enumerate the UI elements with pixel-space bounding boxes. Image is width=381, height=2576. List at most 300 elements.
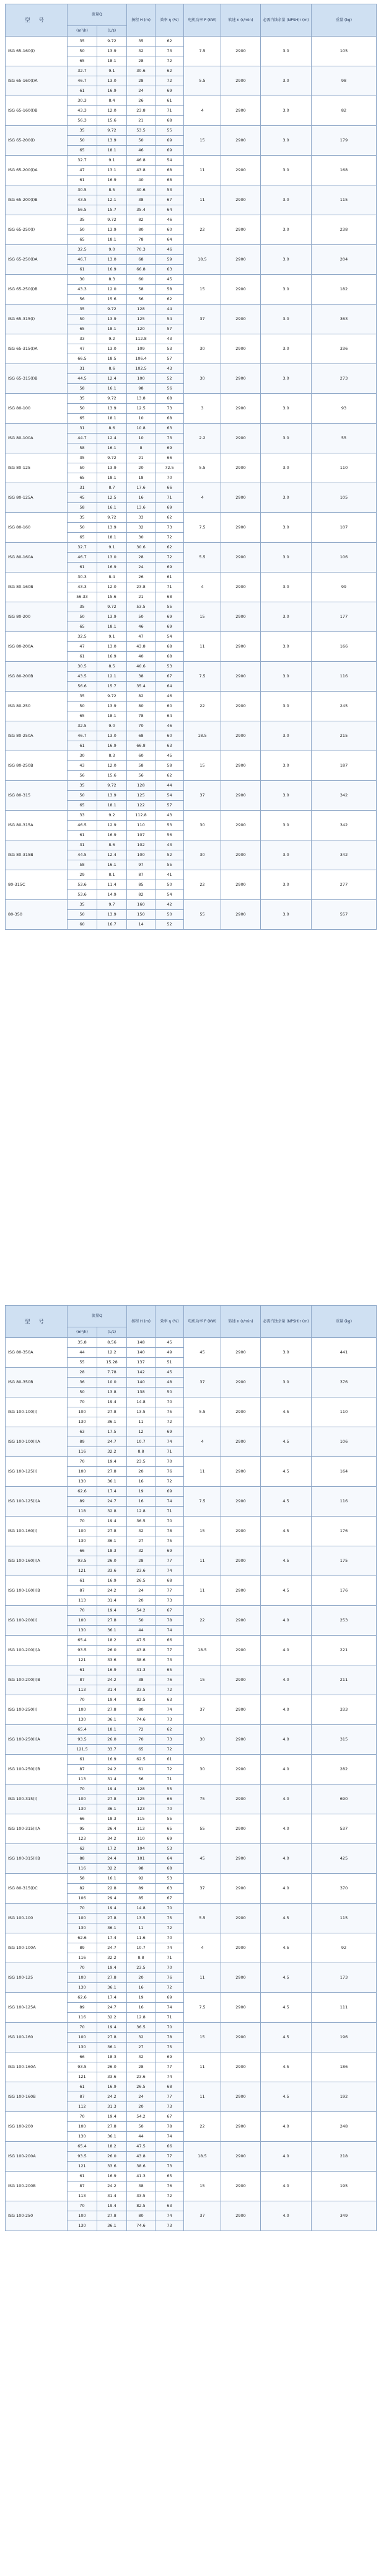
efficiency-cell: 64 <box>155 682 184 692</box>
weight-cell: 99 <box>312 573 377 602</box>
efficiency-cell: 76 <box>155 1467 184 1477</box>
model-cell: ISG 65-250(I)B <box>6 275 68 305</box>
efficiency-cell: 71 <box>155 1953 184 1963</box>
efficiency-cell: 77 <box>155 1556 184 1566</box>
efficiency-cell: 55 <box>155 860 184 870</box>
model-cell: ISG 100-160(I) <box>6 1517 68 1546</box>
model-cell: ISG 100-160(I)A <box>6 1546 68 1576</box>
head-cell: 28 <box>127 56 155 66</box>
flow-ls-cell: 18.3 <box>97 2052 127 2062</box>
head-cell: 80 <box>127 702 155 711</box>
flow-m3h-cell: 89 <box>68 2003 97 2013</box>
flow-m3h-cell: 70 <box>68 1517 97 1526</box>
head-cell: 107 <box>127 831 155 840</box>
efficiency-cell: 54 <box>155 890 184 900</box>
table-row <box>6 96 377 106</box>
head-cell: 40.6 <box>127 662 155 672</box>
flow-ls-cell: 33.6 <box>97 2162 127 2172</box>
model-cell: 80-315C <box>6 870 68 900</box>
head-cell: 101 <box>127 1854 155 1864</box>
power-cell: 11 <box>184 2052 221 2082</box>
flow-ls-cell: 18.1 <box>97 414 127 424</box>
head-cell: 56 <box>127 771 155 781</box>
flow-ls-cell: 18.1 <box>97 1725 127 1735</box>
table-2-header <box>6 1306 377 1338</box>
flow-m3h-cell: 93.5 <box>68 2152 97 2162</box>
header-model: 型 号 <box>6 4 68 37</box>
table-row <box>6 632 377 642</box>
flow-m3h-cell: 46.5 <box>68 821 97 831</box>
flow-ls-cell: 36.1 <box>97 2132 127 2142</box>
flow-m3h-cell: 93.5 <box>68 2062 97 2072</box>
efficiency-cell: 55 <box>155 1814 184 1824</box>
head-cell: 60 <box>127 275 155 285</box>
efficiency-cell: 46 <box>155 721 184 731</box>
flow-ls-cell: 24.2 <box>97 2182 127 2191</box>
flow-m3h-cell: 65 <box>68 473 97 483</box>
flow-ls-cell: 13.0 <box>97 255 127 265</box>
flow-m3h-cell: 47 <box>68 642 97 652</box>
head-cell: 32 <box>127 1546 155 1556</box>
header-flow-unit-m3h: (m³/h) <box>68 26 97 37</box>
head-cell: 50 <box>127 1616 155 1626</box>
flow-ls-cell: 10.0 <box>97 1378 127 1388</box>
efficiency-cell: 74 <box>155 1626 184 1636</box>
table-row <box>6 2112 377 2122</box>
weight-cell: 92 <box>312 1933 377 1963</box>
head-cell: 66.8 <box>127 265 155 275</box>
flow-m3h-cell: 47 <box>68 166 97 176</box>
head-cell: 122 <box>127 801 155 811</box>
flow-ls-cell: 19.4 <box>97 1517 127 1526</box>
flow-m3h-cell: 65 <box>68 146 97 156</box>
table-row <box>6 2172 377 2182</box>
flow-m3h-cell: 113 <box>68 1775 97 1785</box>
table-row <box>6 334 377 344</box>
head-cell: 113 <box>127 1824 155 1834</box>
speed-cell: 2900 <box>221 245 261 275</box>
power-cell: 5.5 <box>184 1904 221 1933</box>
flow-ls-cell: 18.2 <box>97 1636 127 1646</box>
speed-cell: 2900 <box>221 1785 261 1814</box>
table-row <box>6 1725 377 1735</box>
npsh-cell: 4.0 <box>261 1636 312 1665</box>
flow-m3h-cell: 35 <box>68 305 97 314</box>
npsh-cell: 3.0 <box>261 245 312 275</box>
model-cell: ISG 80-100 <box>6 394 68 424</box>
table-row <box>6 37 377 47</box>
efficiency-cell: 72 <box>155 1745 184 1755</box>
table-row <box>6 1963 377 1973</box>
efficiency-cell: 64 <box>155 235 184 245</box>
table-row <box>6 870 377 880</box>
flow-m3h-cell: 121 <box>68 1656 97 1665</box>
npsh-cell: 3.0 <box>261 870 312 900</box>
flow-ls-cell: 19.4 <box>97 1904 127 1914</box>
flow-ls-cell: 15.7 <box>97 682 127 692</box>
flow-ls-cell: 32.2 <box>97 2013 127 2023</box>
header-weight: 重量 (kg) <box>312 4 377 37</box>
head-cell: 112.8 <box>127 334 155 344</box>
flow-m3h-cell: 70 <box>68 1695 97 1705</box>
flow-ls-cell: 13.9 <box>97 225 127 235</box>
header-flow: 流量Q <box>68 1306 127 1327</box>
flow-ls-cell: 9.72 <box>97 781 127 791</box>
efficiency-cell: 69 <box>155 2052 184 2062</box>
efficiency-cell: 62 <box>155 66 184 76</box>
flow-ls-cell: 16.9 <box>97 2172 127 2182</box>
flow-ls-cell: 24.2 <box>97 1765 127 1775</box>
flow-m3h-cell: 130 <box>68 1983 97 1993</box>
head-cell: 50 <box>127 136 155 146</box>
table-row <box>6 2201 377 2211</box>
power-cell: 15 <box>184 2023 221 2052</box>
flow-m3h-cell: 116 <box>68 1953 97 1963</box>
model-cell: ISG 65-315(I)A <box>6 334 68 364</box>
efficiency-cell: 53 <box>155 1874 184 1884</box>
head-cell: 16 <box>127 1497 155 1507</box>
efficiency-cell: 64 <box>155 1854 184 1864</box>
efficiency-cell: 61 <box>155 573 184 582</box>
model-cell: ISG 100-100(I)A <box>6 1427 68 1457</box>
efficiency-cell: 53 <box>155 662 184 672</box>
npsh-cell: 4.5 <box>261 2023 312 2052</box>
flow-m3h-cell: 32.5 <box>68 245 97 255</box>
header-power: 电机功率 P (KW) <box>184 4 221 37</box>
head-cell: 92 <box>127 1874 155 1884</box>
efficiency-cell: 68 <box>155 414 184 424</box>
flow-m3h-cell: 82 <box>68 1884 97 1894</box>
speed-cell: 2900 <box>221 185 261 215</box>
npsh-cell: 4.5 <box>261 1993 312 2023</box>
npsh-cell: 3.0 <box>261 900 312 930</box>
power-cell: 11 <box>184 156 221 185</box>
flow-ls-cell: 26.0 <box>97 1646 127 1656</box>
efficiency-cell: 43 <box>155 811 184 821</box>
head-cell: 106.4 <box>127 354 155 364</box>
speed-cell: 2900 <box>221 692 261 721</box>
flow-m3h-cell: 116 <box>68 1447 97 1457</box>
flow-ls-cell: 27.8 <box>97 1973 127 1983</box>
speed-cell: 2900 <box>221 1487 261 1517</box>
head-cell: 24 <box>127 1586 155 1596</box>
efficiency-cell: 73 <box>155 404 184 414</box>
flow-ls-cell: 9.72 <box>97 305 127 314</box>
weight-cell: 106 <box>312 1427 377 1457</box>
table-row <box>6 453 377 463</box>
table-2-body <box>6 1338 377 2231</box>
head-cell: 148 <box>127 1338 155 1348</box>
flow-ls-cell: 36.1 <box>97 2043 127 2052</box>
speed-cell: 2900 <box>221 900 261 930</box>
head-cell: 33.5 <box>127 2191 155 2201</box>
flow-ls-cell: 24.2 <box>97 1675 127 1685</box>
flow-ls-cell: 15.6 <box>97 116 127 126</box>
head-cell: 33.5 <box>127 1685 155 1695</box>
flow-ls-cell: 9.72 <box>97 453 127 463</box>
flow-ls-cell: 9.0 <box>97 245 127 255</box>
flow-ls-cell: 9.2 <box>97 334 127 344</box>
power-cell: 22 <box>184 215 221 245</box>
flow-m3h-cell: 70 <box>68 1785 97 1794</box>
flow-m3h-cell: 62.6 <box>68 1487 97 1497</box>
weight-cell: 196 <box>312 2023 377 2052</box>
model-cell: ISG 80-250A <box>6 721 68 751</box>
header-npsh: 必需汽蚀余量 (NPSH)r (m) <box>261 1306 312 1338</box>
head-cell: 19 <box>127 1487 155 1497</box>
table-row <box>6 751 377 761</box>
flow-ls-cell: 27.8 <box>97 1407 127 1417</box>
flow-m3h-cell: 100 <box>68 1467 97 1477</box>
efficiency-cell: 71 <box>155 2013 184 2023</box>
power-cell: 37 <box>184 781 221 811</box>
flow-ls-cell: 24.7 <box>97 1943 127 1953</box>
flow-m3h-cell: 61 <box>68 652 97 662</box>
efficiency-cell: 64 <box>155 711 184 721</box>
head-cell: 50 <box>127 612 155 622</box>
weight-cell: 106 <box>312 543 377 573</box>
npsh-cell: 3.0 <box>261 543 312 573</box>
flow-m3h-cell: 87 <box>68 1675 97 1685</box>
efficiency-cell: 60 <box>155 731 184 741</box>
weight-cell: 116 <box>312 1487 377 1517</box>
table-row <box>6 394 377 404</box>
flow-ls-cell: 15.6 <box>97 771 127 781</box>
head-cell: 33 <box>127 513 155 523</box>
model-cell: ISG 100-315(I)A <box>6 1814 68 1844</box>
header-npsh: 必需汽蚀余量 (NPSH)r (m) <box>261 4 312 37</box>
head-cell: 54.2 <box>127 1606 155 1616</box>
flow-m3h-cell: 100 <box>68 1794 97 1804</box>
flow-m3h-cell: 65.4 <box>68 1636 97 1646</box>
flow-ls-cell: 18.3 <box>97 1814 127 1824</box>
weight-cell: 187 <box>312 751 377 781</box>
weight-cell: 116 <box>312 662 377 692</box>
weight-cell: 221 <box>312 1636 377 1665</box>
power-cell: 11 <box>184 185 221 215</box>
flow-ls-cell: 16.1 <box>97 860 127 870</box>
flow-ls-cell: 14.9 <box>97 890 127 900</box>
weight-cell: 315 <box>312 1725 377 1755</box>
head-cell: 70 <box>127 721 155 731</box>
efficiency-cell: 68 <box>155 394 184 404</box>
head-cell: 16 <box>127 1983 155 1993</box>
speed-cell: 2900 <box>221 1546 261 1576</box>
table-row <box>6 215 377 225</box>
flow-m3h-cell: 121.5 <box>68 1745 97 1755</box>
flow-ls-cell: 16.9 <box>97 265 127 275</box>
flow-m3h-cell: 28 <box>68 1368 97 1378</box>
table-row <box>6 1457 377 1467</box>
efficiency-cell: 78 <box>155 2033 184 2043</box>
flow-ls-cell: 16.9 <box>97 86 127 96</box>
model-cell: ISG 80-160A <box>6 543 68 573</box>
flow-m3h-cell: 35 <box>68 513 97 523</box>
model-cell: ISG 100-200B <box>6 2172 68 2201</box>
power-cell: 18.5 <box>184 1636 221 1665</box>
weight-cell: 204 <box>312 245 377 275</box>
npsh-cell: 4.5 <box>261 1457 312 1487</box>
model-cell: ISG 80-250B <box>6 751 68 781</box>
header-power: 电机功率 P (KW) <box>184 1306 221 1338</box>
weight-cell: 441 <box>312 1338 377 1368</box>
flow-m3h-cell: 130 <box>68 2132 97 2142</box>
efficiency-cell: 69 <box>155 86 184 96</box>
flow-m3h-cell: 50 <box>68 136 97 146</box>
flow-m3h-cell: 35 <box>68 781 97 791</box>
flow-ls-cell: 12.0 <box>97 285 127 295</box>
efficiency-cell: 70 <box>155 1904 184 1914</box>
flow-m3h-cell: 50 <box>68 612 97 622</box>
speed-cell: 2900 <box>221 543 261 573</box>
npsh-cell: 4.5 <box>261 1427 312 1457</box>
head-cell: 26 <box>127 96 155 106</box>
efficiency-cell: 69 <box>155 1427 184 1437</box>
power-cell: 4 <box>184 1427 221 1457</box>
flow-m3h-cell: 31 <box>68 364 97 374</box>
head-cell: 23.6 <box>127 1566 155 1576</box>
weight-cell: 277 <box>312 870 377 900</box>
npsh-cell: 3.0 <box>261 781 312 811</box>
efficiency-cell: 62 <box>155 37 184 47</box>
efficiency-cell: 72 <box>155 76 184 86</box>
weight-cell: 168 <box>312 156 377 185</box>
head-cell: 65 <box>127 1745 155 1755</box>
head-cell: 150 <box>127 910 155 920</box>
flow-ls-cell: 8.3 <box>97 751 127 761</box>
flow-ls-cell: 16.9 <box>97 831 127 840</box>
power-cell: 37 <box>184 1368 221 1397</box>
flow-m3h-cell: 62.6 <box>68 1993 97 2003</box>
efficiency-cell: 72 <box>155 553 184 563</box>
efficiency-cell: 71 <box>155 582 184 592</box>
flow-m3h-cell: 61 <box>68 2082 97 2092</box>
flow-m3h-cell: 43.5 <box>68 195 97 205</box>
efficiency-cell: 73 <box>155 1596 184 1606</box>
efficiency-cell: 71 <box>155 493 184 503</box>
flow-ls-cell: 18.2 <box>97 2142 127 2152</box>
flow-m3h-cell: 70 <box>68 1457 97 1467</box>
efficiency-cell: 69 <box>155 1487 184 1497</box>
speed-cell: 2900 <box>221 126 261 156</box>
model-cell: ISG 65-250(I)A <box>6 245 68 275</box>
power-cell: 45 <box>184 1338 221 1368</box>
efficiency-cell: 70 <box>155 1933 184 1943</box>
flow-m3h-cell: 50 <box>68 47 97 56</box>
flow-m3h-cell: 130 <box>68 2221 97 2231</box>
flow-m3h-cell: 61 <box>68 1755 97 1765</box>
power-cell: 7.5 <box>184 513 221 543</box>
speed-cell: 2900 <box>221 275 261 305</box>
flow-ls-cell: 8.6 <box>97 424 127 434</box>
efficiency-cell: 75 <box>155 2043 184 2052</box>
head-cell: 13.6 <box>127 503 155 513</box>
table-row <box>6 126 377 136</box>
flow-m3h-cell: 31 <box>68 483 97 493</box>
efficiency-cell: 54 <box>155 156 184 166</box>
speed-cell: 2900 <box>221 394 261 424</box>
flow-m3h-cell: 123 <box>68 1834 97 1844</box>
weight-cell: 253 <box>312 1606 377 1636</box>
efficiency-cell: 53 <box>155 1844 184 1854</box>
flow-ls-cell: 16.1 <box>97 384 127 394</box>
flow-m3h-cell: 121 <box>68 2072 97 2082</box>
flow-ls-cell: 12.4 <box>97 850 127 860</box>
npsh-cell: 4.0 <box>261 1785 312 1814</box>
speed-cell: 2900 <box>221 1755 261 1785</box>
head-cell: 74.6 <box>127 2221 155 2231</box>
flow-m3h-cell: 50 <box>68 314 97 324</box>
head-cell: 46 <box>127 622 155 632</box>
flow-ls-cell: 13.9 <box>97 612 127 622</box>
efficiency-cell: 44 <box>155 781 184 791</box>
efficiency-cell: 50 <box>155 880 184 890</box>
efficiency-cell: 72 <box>155 1685 184 1695</box>
flow-m3h-cell: 36 <box>68 1378 97 1388</box>
model-cell: ISG 100-125 <box>6 1963 68 1993</box>
flow-m3h-cell: 130 <box>68 1626 97 1636</box>
npsh-cell: 3.0 <box>261 334 312 364</box>
model-cell: ISG 100-160 <box>6 2023 68 2052</box>
table-row <box>6 2142 377 2152</box>
efficiency-cell: 63 <box>155 265 184 275</box>
npsh-cell: 4.0 <box>261 1695 312 1725</box>
flow-m3h-cell: 87 <box>68 1765 97 1775</box>
flow-ls-cell: 12.4 <box>97 434 127 443</box>
efficiency-cell: 58 <box>155 285 184 295</box>
flow-m3h-cell: 65.4 <box>68 2142 97 2152</box>
header-head: 扬程 H (m) <box>127 1306 155 1338</box>
flow-ls-cell: 26.0 <box>97 2062 127 2072</box>
weight-cell: 93 <box>312 394 377 424</box>
efficiency-cell: 72 <box>155 1983 184 1993</box>
flow-m3h-cell: 43.3 <box>68 582 97 592</box>
flow-ls-cell: 27.8 <box>97 2211 127 2221</box>
flow-ls-cell: 12.9 <box>97 821 127 831</box>
weight-cell: 115 <box>312 1904 377 1933</box>
head-cell: 10 <box>127 434 155 443</box>
head-cell: 53.5 <box>127 602 155 612</box>
efficiency-cell: 63 <box>155 424 184 434</box>
efficiency-cell: 68 <box>155 2082 184 2092</box>
speed-cell: 2900 <box>221 1874 261 1904</box>
flow-m3h-cell: 70 <box>68 1963 97 1973</box>
flow-m3h-cell: 93.5 <box>68 1735 97 1745</box>
table-row <box>6 543 377 553</box>
head-cell: 62.5 <box>127 1755 155 1765</box>
npsh-cell: 4.5 <box>261 1546 312 1576</box>
flow-m3h-cell: 46.7 <box>68 553 97 563</box>
flow-m3h-cell: 89 <box>68 1497 97 1507</box>
efficiency-cell: 72 <box>155 1477 184 1487</box>
table-row <box>6 1487 377 1497</box>
flow-ls-cell: 9.1 <box>97 632 127 642</box>
efficiency-cell: 74 <box>155 2211 184 2221</box>
flow-ls-cell: 34.2 <box>97 1834 127 1844</box>
flow-m3h-cell: 56.33 <box>68 592 97 602</box>
flow-m3h-cell: 56 <box>68 295 97 305</box>
weight-cell: 245 <box>312 692 377 721</box>
efficiency-cell: 53 <box>155 344 184 354</box>
power-cell: 22 <box>184 2112 221 2142</box>
flow-ls-cell: 36.1 <box>97 1804 127 1814</box>
flow-ls-cell: 32.2 <box>97 1447 127 1457</box>
speed-cell: 2900 <box>221 66 261 96</box>
head-cell: 30 <box>127 533 155 543</box>
efficiency-cell: 62 <box>155 771 184 781</box>
head-cell: 20 <box>127 2102 155 2112</box>
npsh-cell: 3.0 <box>261 1368 312 1397</box>
